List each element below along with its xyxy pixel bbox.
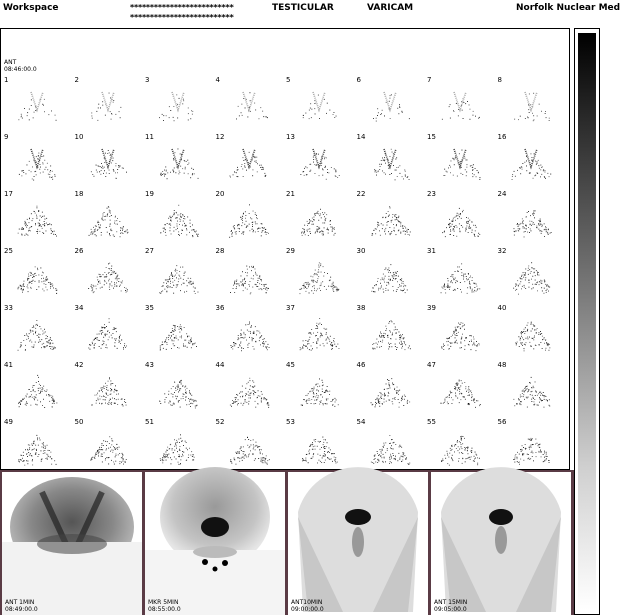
frame-scan-image (221, 310, 277, 358)
dynamic-frame[interactable] (495, 247, 565, 304)
static-image-label (5, 599, 38, 613)
frame-scan-image (362, 82, 418, 130)
frame-scan-image (9, 253, 65, 301)
frame-number: 43 (145, 361, 154, 369)
frame-number: 42 (74, 361, 84, 369)
scan-image-ant-10min (288, 472, 428, 615)
frame-scan-image (291, 139, 347, 187)
frame-number: 20 (215, 190, 225, 198)
static-image-label (148, 599, 181, 613)
scan-image-ant-15min (431, 472, 571, 615)
frame-scan-image (503, 82, 559, 130)
dynamic-frame[interactable] (72, 418, 142, 475)
dynamic-frame[interactable] (142, 418, 212, 475)
frame-scan-image (150, 367, 206, 415)
frame-scan-image (362, 139, 418, 187)
dynamic-frame[interactable] (354, 304, 424, 361)
frame-number: 45 (286, 361, 295, 369)
dynamic-frame[interactable] (142, 190, 212, 247)
frame-number: 10 (74, 133, 84, 141)
image-time: 08:55:00.0 (148, 606, 181, 613)
frame-number: 23 (427, 190, 436, 198)
frame-number: 5 (286, 76, 291, 84)
frame-number: 51 (145, 418, 154, 426)
frame-scan-image (80, 82, 136, 130)
frame-number: 48 (497, 361, 507, 369)
frame-number: 34 (74, 304, 84, 312)
frame-scan-image (9, 424, 65, 472)
image-time: 09:00:00.0 (291, 606, 324, 613)
frame-scan-image (150, 82, 206, 130)
frame-number: 9 (4, 133, 9, 141)
frame-number: 49 (4, 418, 13, 426)
frame-number: 35 (145, 304, 154, 312)
frame-number: 56 (497, 418, 507, 426)
frame-scan-image (503, 196, 559, 244)
dynamic-frame[interactable] (72, 190, 142, 247)
frame-number: 47 (427, 361, 436, 369)
frame-scan-image (291, 424, 347, 472)
patient-name-masked: ************************** (130, 3, 234, 12)
frame-number: 3 (145, 76, 150, 84)
frame-scan-image (291, 82, 347, 130)
static-image-panel[interactable] (145, 472, 285, 615)
frame-scan-image (291, 367, 347, 415)
frame-scan-image (80, 253, 136, 301)
workspace-label[interactable]: Workspace (3, 3, 59, 13)
grayscale-gradient (578, 33, 596, 610)
frame-scan-image (80, 196, 136, 244)
frame-scan-image (221, 82, 277, 130)
dynamic-frame[interactable] (495, 190, 565, 247)
frame-scan-image (503, 424, 559, 472)
dynamic-frame[interactable] (424, 247, 494, 304)
frame-scan-image (150, 310, 206, 358)
frame-number: 1 (4, 76, 9, 84)
frame-number: 8 (497, 76, 502, 84)
dynamic-frame[interactable] (213, 190, 283, 247)
dynamic-frame[interactable] (142, 247, 212, 304)
frame-scan-image (362, 310, 418, 358)
view-name: ANT (4, 59, 17, 66)
frame-number: 16 (497, 133, 507, 141)
frame-number: 7 (427, 76, 432, 84)
frame-scan-image (9, 139, 65, 187)
frame-scan-image (432, 253, 488, 301)
frame-number: 11 (145, 133, 154, 141)
camera-name: VARICAM (367, 3, 414, 13)
dynamic-frame[interactable] (142, 76, 212, 133)
dynamic-frame[interactable] (72, 133, 142, 190)
dynamic-frame[interactable] (142, 361, 212, 418)
frame-scan-image (80, 139, 136, 187)
frame-scan-image (9, 367, 65, 415)
frame-number: 12 (215, 133, 225, 141)
frame-number: 6 (356, 76, 361, 84)
frame-number: 36 (215, 304, 225, 312)
frame-number: 29 (286, 247, 295, 255)
frame-number: 25 (4, 247, 13, 255)
dynamic-frame[interactable] (72, 247, 142, 304)
dynamic-frame[interactable] (495, 304, 565, 361)
dynamic-frame[interactable] (213, 247, 283, 304)
frame-number: 44 (215, 361, 225, 369)
frame-number: 28 (215, 247, 225, 255)
dynamic-frame[interactable] (283, 76, 353, 133)
frame-scan-image (80, 310, 136, 358)
frame-scan-image (503, 310, 559, 358)
dynamic-frames-panel[interactable] (0, 28, 570, 470)
dynamic-frame[interactable] (213, 76, 283, 133)
frame-scan-image (432, 367, 488, 415)
study-name: TESTICULAR (272, 3, 334, 13)
frame-number: 41 (4, 361, 13, 369)
frame-number: 2 (74, 76, 79, 84)
image-label: ANT 15MIN (434, 599, 468, 606)
dynamic-frame[interactable] (354, 76, 424, 133)
image-label: ANT 1MIN (5, 599, 35, 606)
frame-number: 24 (497, 190, 507, 198)
dynamic-frame[interactable] (213, 418, 283, 475)
dynamic-frame[interactable] (424, 304, 494, 361)
dynamic-frame[interactable] (213, 304, 283, 361)
static-image-panel[interactable] (2, 472, 142, 615)
dynamic-frame[interactable] (1, 304, 71, 361)
dynamic-frame[interactable] (354, 361, 424, 418)
scan-image-ant-1min (2, 472, 142, 615)
patient-id-masked: ************************** (130, 13, 234, 22)
dynamic-frame[interactable] (283, 304, 353, 361)
frame-number: 30 (356, 247, 366, 255)
static-image-label (434, 599, 467, 613)
frame-number: 4 (215, 76, 220, 84)
dynamic-frame[interactable] (354, 418, 424, 475)
static-image-label (291, 599, 324, 613)
frame-scan-image (150, 196, 206, 244)
frame-number: 18 (74, 190, 84, 198)
dynamic-frame[interactable] (213, 133, 283, 190)
frame-scan-image (150, 139, 206, 187)
frame-number: 22 (356, 190, 366, 198)
dynamic-frame[interactable] (213, 361, 283, 418)
frame-number: 27 (145, 247, 154, 255)
static-image-panel[interactable] (288, 472, 428, 615)
header-bar (0, 0, 620, 26)
dynamic-frame[interactable] (283, 190, 353, 247)
dynamic-frame[interactable] (72, 361, 142, 418)
frame-number: 33 (4, 304, 13, 312)
scan-image-mkr-5min (145, 472, 285, 615)
dynamic-frame[interactable] (495, 133, 565, 190)
frame-number: 13 (286, 133, 295, 141)
frame-number: 15 (427, 133, 436, 141)
grayscale-bar (574, 28, 600, 615)
dynamic-frame[interactable] (495, 76, 565, 133)
dynamic-frame[interactable] (283, 418, 353, 475)
frame-scan-image (432, 82, 488, 130)
frame-number: 14 (356, 133, 366, 141)
dynamic-frame[interactable] (1, 418, 71, 475)
frame-scan-image (432, 196, 488, 244)
dynamic-frame[interactable] (424, 418, 494, 475)
frame-scan-image (9, 82, 65, 130)
dynamic-frame[interactable] (354, 247, 424, 304)
start-time: 08:46:00.0 (4, 66, 37, 73)
frame-scan-image (503, 139, 559, 187)
frame-scan-image (221, 253, 277, 301)
frame-scan-image (80, 367, 136, 415)
frame-scan-image (362, 424, 418, 472)
frame-scan-image (9, 196, 65, 244)
dynamic-frame[interactable] (495, 361, 565, 418)
static-image-panel[interactable] (431, 472, 571, 615)
frame-scan-image (362, 253, 418, 301)
dynamic-frame[interactable] (1, 133, 71, 190)
dynamic-frame[interactable] (283, 247, 353, 304)
frame-number: 32 (497, 247, 507, 255)
dynamic-frame[interactable] (354, 133, 424, 190)
dynamic-frame[interactable] (283, 133, 353, 190)
dynamic-frame[interactable] (1, 190, 71, 247)
frame-scan-image (503, 253, 559, 301)
frame-number: 50 (74, 418, 84, 426)
frame-scan-image (291, 253, 347, 301)
dynamic-frame[interactable] (142, 133, 212, 190)
frame-scan-image (150, 253, 206, 301)
frame-number: 26 (74, 247, 84, 255)
frame-scan-image (150, 424, 206, 472)
frame-scan-image (221, 367, 277, 415)
frame-scan-image (432, 424, 488, 472)
static-images-strip (0, 470, 574, 615)
frame-scan-image (221, 424, 277, 472)
dynamic-frame[interactable] (283, 361, 353, 418)
frame-scan-image (432, 139, 488, 187)
frame-scan-image (432, 310, 488, 358)
frame-number: 40 (497, 304, 507, 312)
dynamic-frame[interactable] (142, 304, 212, 361)
dynamic-frame[interactable] (424, 76, 494, 133)
frame-number: 54 (356, 418, 366, 426)
frame-number: 46 (356, 361, 366, 369)
image-time: 09:05:00.0 (434, 606, 467, 613)
dynamic-view-label (4, 59, 37, 73)
dynamic-frame[interactable] (72, 76, 142, 133)
frame-scan-image (291, 196, 347, 244)
frame-scan-image (503, 367, 559, 415)
dynamic-frame[interactable] (1, 76, 71, 133)
institution-name: Norfolk Nuclear Med (516, 3, 620, 13)
dynamic-frame[interactable] (424, 190, 494, 247)
frame-scan-image (362, 196, 418, 244)
frame-number: 55 (427, 418, 436, 426)
frame-scan-image (221, 196, 277, 244)
image-label: ANT10MIN (291, 599, 323, 606)
frame-number: 53 (286, 418, 295, 426)
image-time: 08:49:00.0 (5, 606, 38, 613)
frame-number: 38 (356, 304, 366, 312)
dynamic-frame[interactable] (72, 304, 142, 361)
dynamic-frame[interactable] (354, 190, 424, 247)
frame-number: 21 (286, 190, 295, 198)
frame-number: 19 (145, 190, 154, 198)
frame-number: 17 (4, 190, 13, 198)
frame-number: 31 (427, 247, 436, 255)
frame-number: 37 (286, 304, 295, 312)
dynamic-frame[interactable] (424, 361, 494, 418)
frame-number: 39 (427, 304, 436, 312)
dynamic-frame[interactable] (1, 361, 71, 418)
frame-scan-image (291, 310, 347, 358)
dynamic-frame[interactable] (495, 418, 565, 475)
dynamic-frame[interactable] (1, 247, 71, 304)
frame-number: 52 (215, 418, 225, 426)
frame-scan-image (362, 367, 418, 415)
frame-scan-image (80, 424, 136, 472)
frame-scan-image (9, 310, 65, 358)
frame-scan-image (221, 139, 277, 187)
image-label: MKR 5MIN (148, 599, 179, 606)
dynamic-frame[interactable] (424, 133, 494, 190)
